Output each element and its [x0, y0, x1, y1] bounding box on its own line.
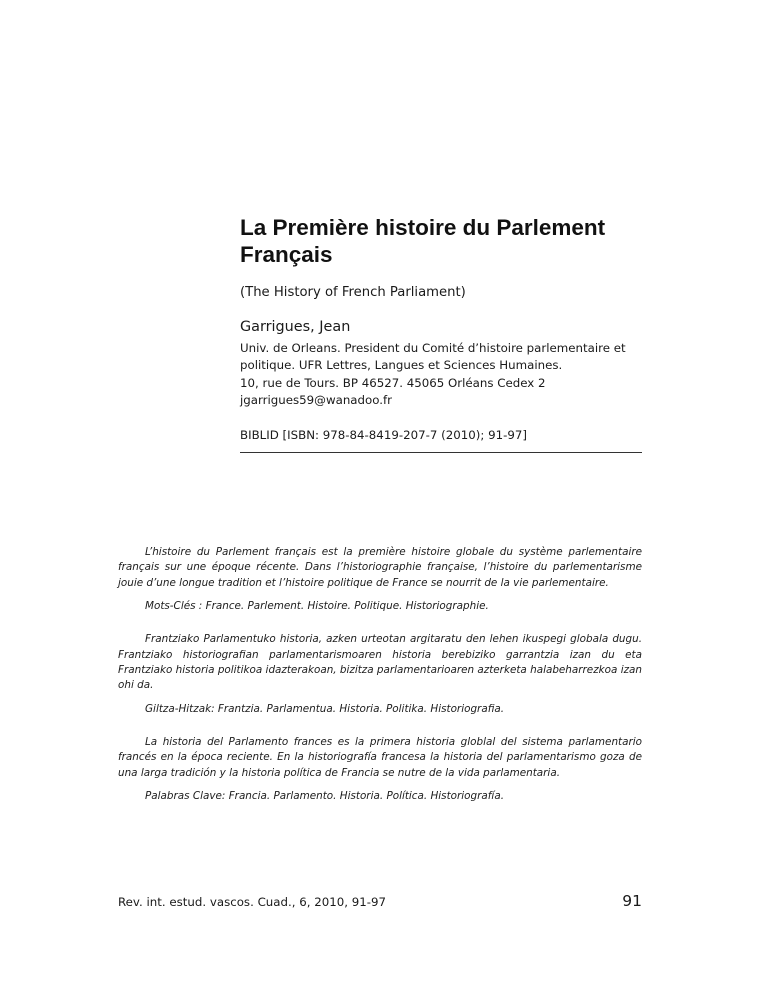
article-subtitle: (The History of French Parliament)	[240, 285, 466, 300]
article-title: La Première histoire du Parlement Français	[240, 215, 606, 267]
author-email: jgarrigues59@wanadoo.fr	[240, 393, 392, 408]
keywords-french: Mots-Clés : France. Parlement. Histoire. Politique. Historiographie.	[145, 600, 489, 613]
biblid-reference: BIBLID [ISBN: 978-84-8419-207-7 (2010); 91-97]	[240, 427, 527, 442]
affiliation-line: 10, rue de Tours. BP 46527. 45065 Orléans Cedex 2	[240, 375, 546, 390]
abstract-text-basque: Frantziako Parlamentuko historia, azken urteotan argitaratu den lehen ikuspegi globala dugu. Frantziako historiografian parlamentarismoaren historia berebiziko garrantzia izan du eta Frantziako historia politikoa idazterakoan, bizitza parlamentarioaren azterketa halabeharrezkoa izan ohi da.	[118, 633, 642, 692]
affiliation-line: Univ. de Orleans. President du Comité d’histoire parlementaire et	[240, 341, 626, 355]
page-number: 91	[622, 892, 642, 910]
article-header	[240, 214, 642, 453]
keywords-basque: Giltza-Hitzak: Frantzia. Parlamentua. Historia. Politika. Historiografia.	[145, 702, 505, 715]
abstract-text-french: L’histoire du Parlement français est la première histoire globale du système parlementaire français sur une époque récente. Dans l’historiographie française, l’histoire du parlementarisme jouie d’une longue tradition et l’histoire politique de France se nourrit de la vie parlementaire.	[118, 546, 642, 589]
abstract-spanish	[118, 735, 642, 804]
keywords-spanish: Palabras Clave: Francia. Parlamento. Historia. Política. Historiografía.	[145, 790, 504, 803]
page-footer	[118, 894, 642, 912]
abstracts-section	[118, 545, 642, 822]
journal-reference: Rev. int. estud. vascos. Cuad., 6, 2010, 91-97	[118, 895, 387, 909]
affiliation-line: politique. UFR Lettres, Langues et Sciences Humaines.	[240, 358, 563, 373]
author-name: Garrigues, Jean	[240, 319, 351, 335]
header-divider	[240, 452, 642, 453]
abstract-basque	[118, 632, 642, 717]
author-affiliation	[240, 340, 642, 410]
abstract-french	[118, 545, 642, 614]
abstract-text-spanish: La historia del Parlamento frances es la primera historia globlal del sistema parlamentario francés en la época reciente. En la historiografía francesa la historia del parlamentarismo goza de una larga tradición y la historia política de Francia se nutre de la vida parlamentaria.	[118, 735, 642, 779]
